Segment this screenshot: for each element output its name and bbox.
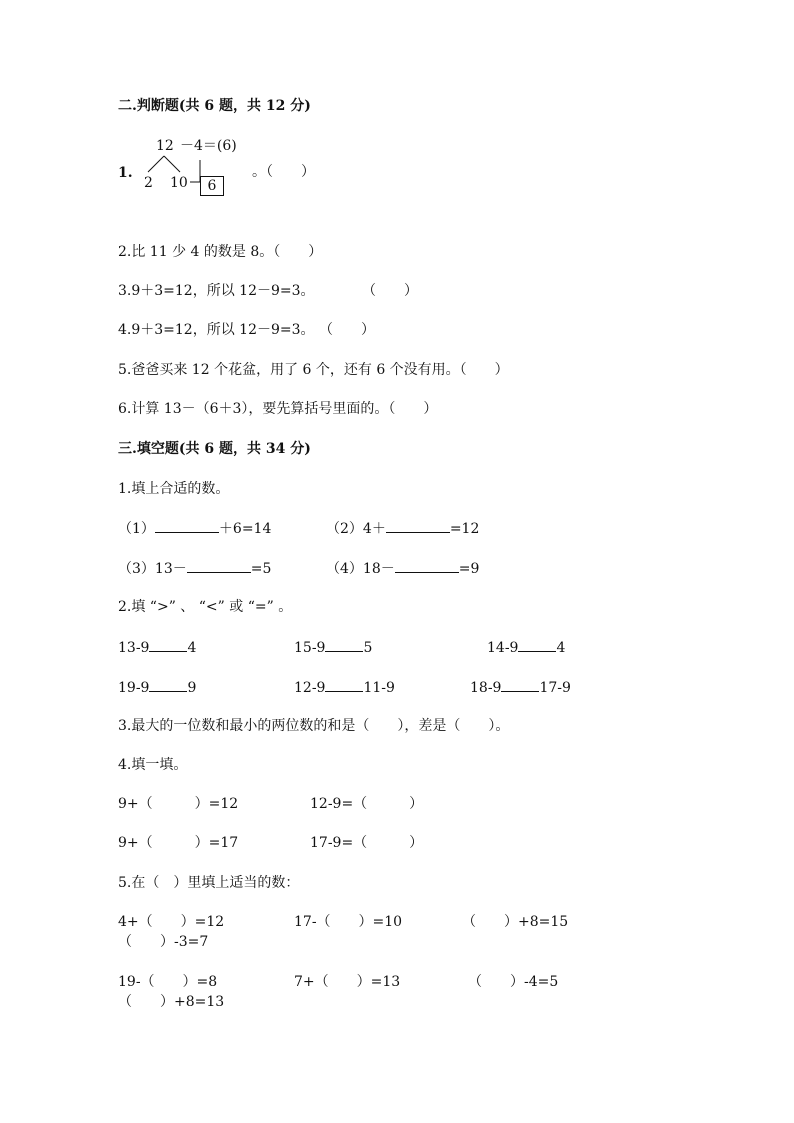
answer-blank[interactable] [149,638,187,652]
diagram-equation: －4＝(6) [180,138,237,154]
answer-blank[interactable] [149,678,187,692]
question-number: 1. [118,165,133,181]
fill-q1-c: （3）13－ =5 [118,561,272,577]
answer-blank[interactable] [325,638,363,652]
answer-blank[interactable] [395,559,459,573]
fill-q4-title: 4.填一填。 [118,757,188,773]
fill-q4-d[interactable]: 17-9=（ ） [310,835,424,851]
judgement-q4: 4.9＋3=12，所以 12－9=3。 （ ） [118,322,375,338]
fill-q5-e[interactable]: 19-（ ）=8 [118,974,218,990]
fill-q1-b: （2）4＋ =12 [326,521,480,537]
fill-q4-a[interactable]: 9+（ ）=12 [118,796,239,812]
section-title-fill: 三.填空题(共 6 题，共 34 分) [118,441,311,457]
judgement-paren[interactable]: 。（ ） [252,164,315,180]
fill-q1-a: （1） ＋6=14 [118,521,272,537]
diagram-top-number: 12 [156,138,174,154]
answer-blank[interactable] [386,519,450,533]
answer-blank[interactable] [518,638,556,652]
judgement-q6: 6.计算 13－（6＋3），要先算括号里面的。（ ） [118,401,438,417]
diagram-split-left: 2 [144,175,153,191]
fill-q5-c[interactable]: （ ）+8=15 [462,914,569,930]
fill-q5-b[interactable]: 17-（ ）=10 [294,914,403,930]
answer-blank[interactable] [155,519,219,533]
section-title-judgement: 二.判断题(共 6 题，共 12 分) [118,98,311,114]
answer-blank[interactable] [501,678,539,692]
judgement-q2: 2.比 11 少 4 的数是 8。（ ） [118,244,323,260]
compare-item: 14-9 4 [487,640,566,656]
compare-item: 12-9 11-9 [294,680,395,696]
fill-q5-g[interactable]: （ ）-4=5 [468,974,559,990]
fill-q1-title: 1.填上合适的数。 [118,481,230,497]
answer-box: 6 [200,176,224,196]
answer-blank[interactable] [325,678,363,692]
compare-item: 15-9 5 [294,640,373,656]
judgement-q5: 5.爸爸买来 12 个花盆，用了 6 个，还有 6 个没有用。（ ） [118,362,509,378]
fill-q3: 3.最大的一位数和最小的两位数的和是（ ），差是（ ）。 [118,718,510,734]
fill-q5-title: 5.在（ ）里填上适当的数： [118,875,300,891]
compare-item: 13-9 4 [118,640,197,656]
compare-item: 18-9 17-9 [470,680,571,696]
compare-item: 19-9 9 [118,680,197,696]
judgement-q3: 3.9＋3=12，所以 12－9=3。 [118,283,315,299]
answer-blank[interactable] [187,559,251,573]
fill-q5-h[interactable]: （ ）+8=13 [118,994,225,1010]
fill-q2-title: 2.填 “>” 、 “<” 或 “=” 。 [118,599,293,615]
fill-q5-d[interactable]: （ ）-3=7 [118,934,209,950]
fill-q1-d: （4）18－ =9 [326,561,480,577]
fill-q4-b[interactable]: 12-9=（ ） [310,796,424,812]
judgement-q3-paren[interactable]: （ ） [362,283,418,299]
diagram-split-right: 10 [170,175,188,191]
fill-q4-c[interactable]: 9+（ ）=17 [118,835,239,851]
fill-q5-a[interactable]: 4+（ ）=12 [118,914,225,930]
fill-q5-f[interactable]: 7+（ ）=13 [294,974,401,990]
